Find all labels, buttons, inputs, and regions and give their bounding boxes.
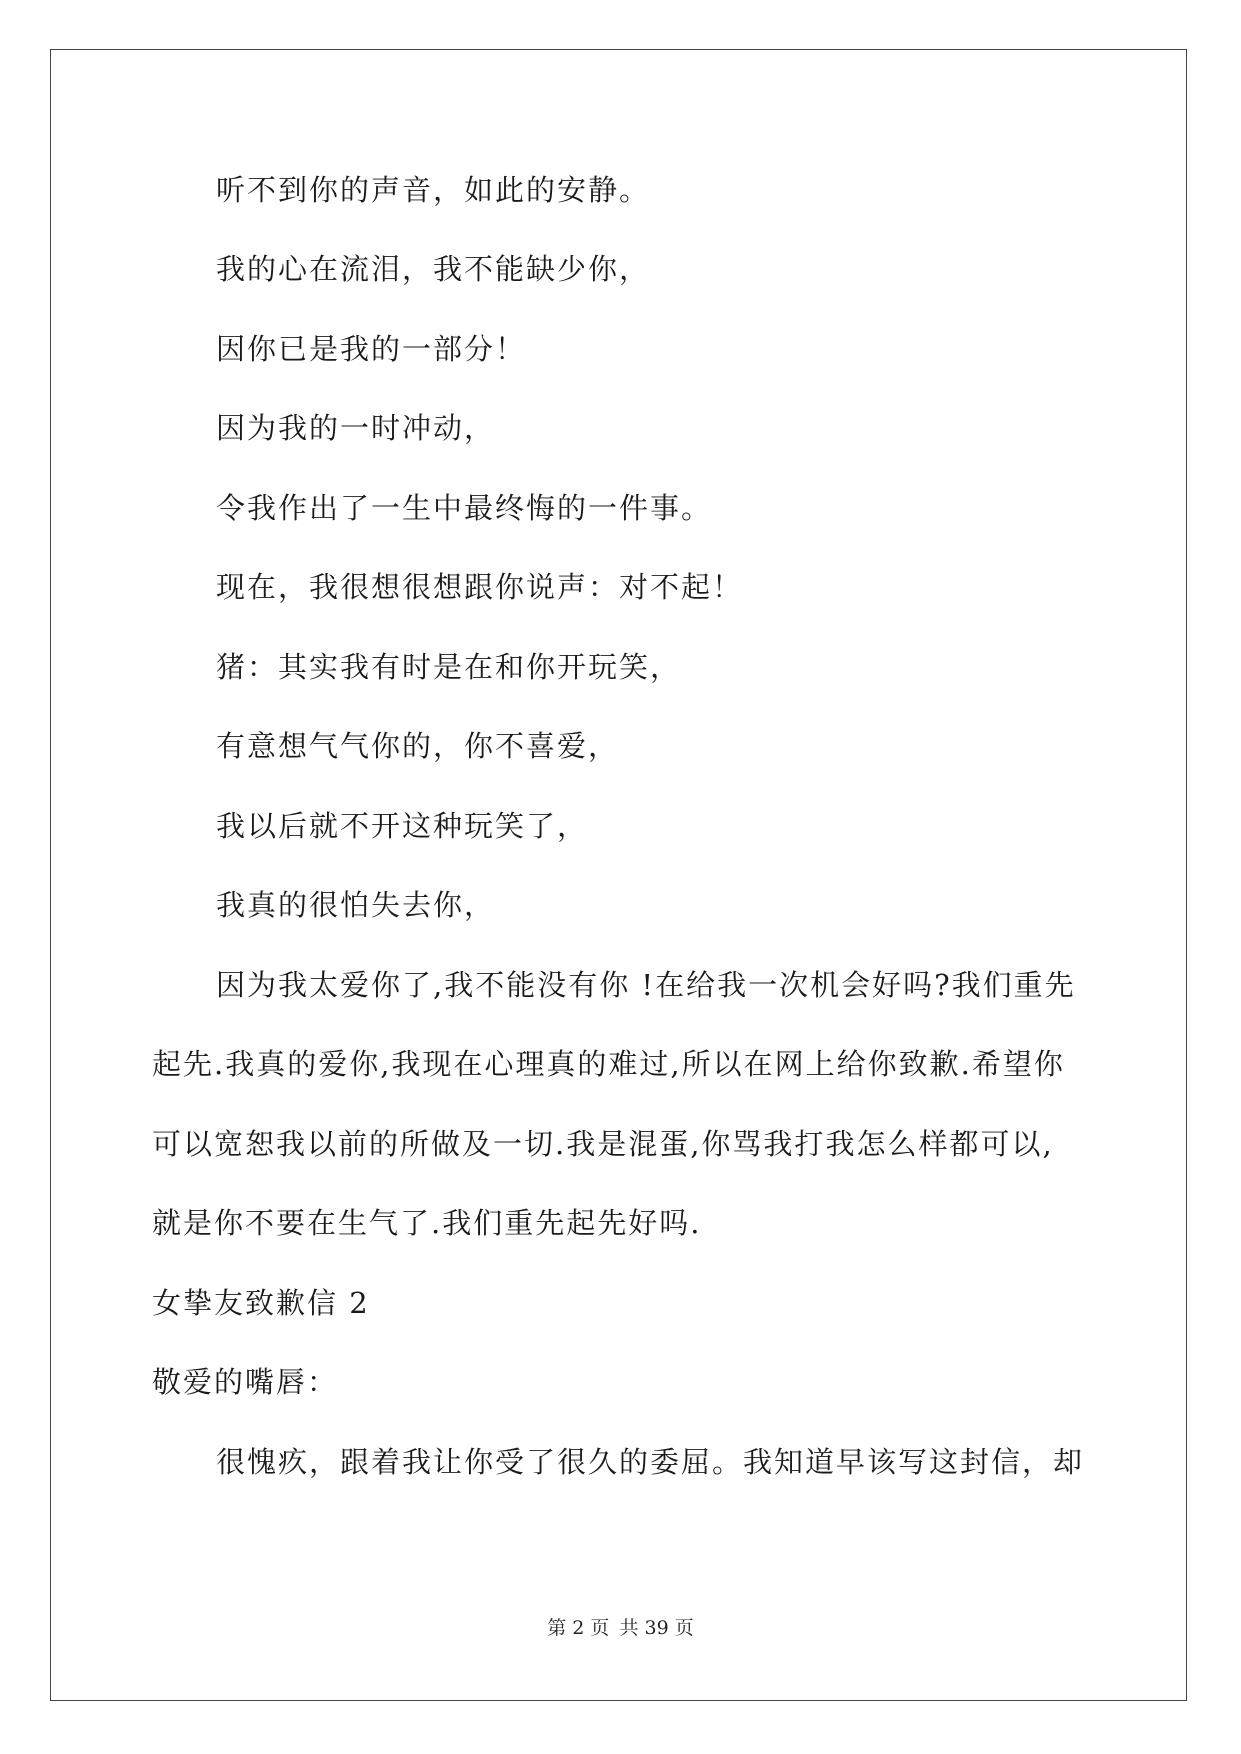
paragraph: 我以后就不开这种玩笑了， (216, 809, 589, 843)
paragraph: 因你已是我的一部分！ (216, 332, 527, 366)
long-paragraph-line: 可以宽恕我以前的所做及一切.我是混蛋,你骂我打我怎么样都可以, (152, 1127, 1054, 1161)
paragraph: 因为我的一时冲动， (216, 411, 496, 445)
paragraph: 我真的很怕失去你， (216, 888, 496, 922)
paragraph: 猪：其实我有时是在和你开玩笑， (216, 650, 682, 684)
long-paragraph-line: 起先.我真的爱你,我现在心理真的难过,所以在网上给你致歉.希望你 (152, 1047, 1065, 1081)
paragraph: 听不到你的声音，如此的安静。 (216, 173, 651, 207)
long-paragraph-line: 因为我太爱你了,我不能没有你 !在给我一次机会好吗?我们重先 (216, 968, 1076, 1002)
page-footer (0, 1616, 1241, 1640)
long-paragraph-line: 就是你不要在生气了.我们重先起先好吗. (152, 1206, 702, 1240)
page-number: 第 2 页 (547, 1617, 610, 1639)
paragraph: 我的心在流泪，我不能缺少你， (216, 252, 651, 286)
section-heading: 女挚友致歉信 2 (152, 1286, 370, 1320)
paragraph: 现在，我很想很想跟你说声：对不起！ (216, 570, 744, 604)
paragraph: 令我作出了一生中最终悔的一件事。 (216, 491, 713, 525)
paragraph: 很愧疚，跟着我让你受了很久的委屈。我知道早该写这封信，却 (216, 1445, 1085, 1479)
page-total: 共 39 页 (619, 1617, 694, 1639)
salutation: 敬爱的嘴唇： (152, 1365, 339, 1399)
paragraph: 有意想气气你的，你不喜爱， (216, 729, 620, 763)
